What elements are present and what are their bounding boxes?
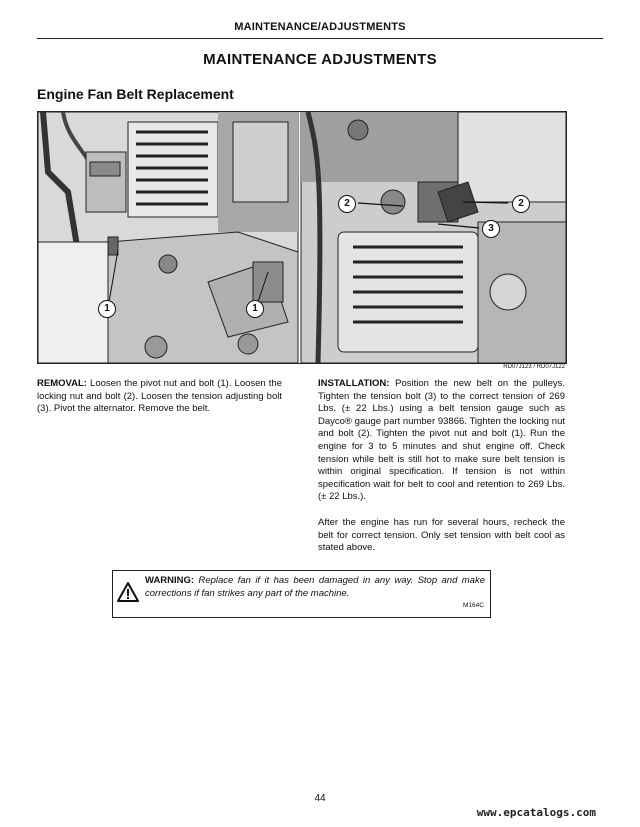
warning-text bbox=[145, 575, 485, 600]
section-title: Engine Fan Belt Replacement bbox=[37, 86, 234, 102]
callout-left-1a: 1 bbox=[98, 300, 116, 318]
page-number: 44 bbox=[314, 793, 326, 804]
warning-code: M164C bbox=[463, 602, 484, 609]
engine-photo-figure bbox=[37, 111, 567, 364]
engine-photo-illustration bbox=[38, 112, 566, 363]
running-header: MAINTENANCE/ADJUSTMENTS bbox=[234, 21, 406, 33]
figure-caption: RD07J123 / RD07J122 bbox=[503, 364, 565, 370]
page-title: MAINTENANCE ADJUSTMENTS bbox=[203, 51, 437, 68]
header-rule bbox=[37, 38, 603, 39]
recheck-paragraph: After the engine has run for several hours, recheck the belt for correct tension. Only set tension with belt cool as stated above. bbox=[318, 517, 565, 554]
callout-right-2b: 2 bbox=[512, 195, 530, 213]
warning-label: WARNING: bbox=[145, 575, 195, 586]
left-photo-panel bbox=[38, 112, 298, 363]
right-photo-panel bbox=[301, 112, 566, 363]
installation-text: Position the new belt on the pulleys. Tighten the tension bolt (3) to the correct tension of 269 Lbs. (± 22 Lbs.) using a belt tension gauge such as Dayco® gauge part number 93866. Tighten the locking nut and bolt (2). Tighten the pivot nut and bolt (1). Run the engine for 3 to 5 minutes and shut engine off. Check tension while belt is still hot to make sure belt tension is within original specification. If tension is not within specification wait for belt to cool and retention to 269 Lbs. (± 22 Lbs.). bbox=[318, 378, 565, 503]
watermark: www.epcatalogs.com bbox=[476, 806, 596, 819]
callout-right-2a: 2 bbox=[338, 195, 356, 213]
warning-triangle-icon bbox=[116, 581, 140, 603]
removal-label: REMOVAL: bbox=[37, 378, 87, 389]
removal-paragraph bbox=[37, 378, 282, 416]
callout-right-3: 3 bbox=[482, 220, 500, 238]
removal-text: Loosen the pivot nut and bolt (1). Loosen the locking nut and bolt (2). Loosen the tension adjusting bolt (3). Pivot the alternator. Remove the belt. bbox=[37, 378, 282, 415]
warning-body: Replace fan if it has been damaged in any way. Stop and make corrections if fan strikes any part of the machine. bbox=[145, 575, 485, 599]
installation-label: INSTALLATION: bbox=[318, 378, 390, 389]
installation-paragraph bbox=[318, 378, 565, 504]
callout-left-1b: 1 bbox=[246, 300, 264, 318]
